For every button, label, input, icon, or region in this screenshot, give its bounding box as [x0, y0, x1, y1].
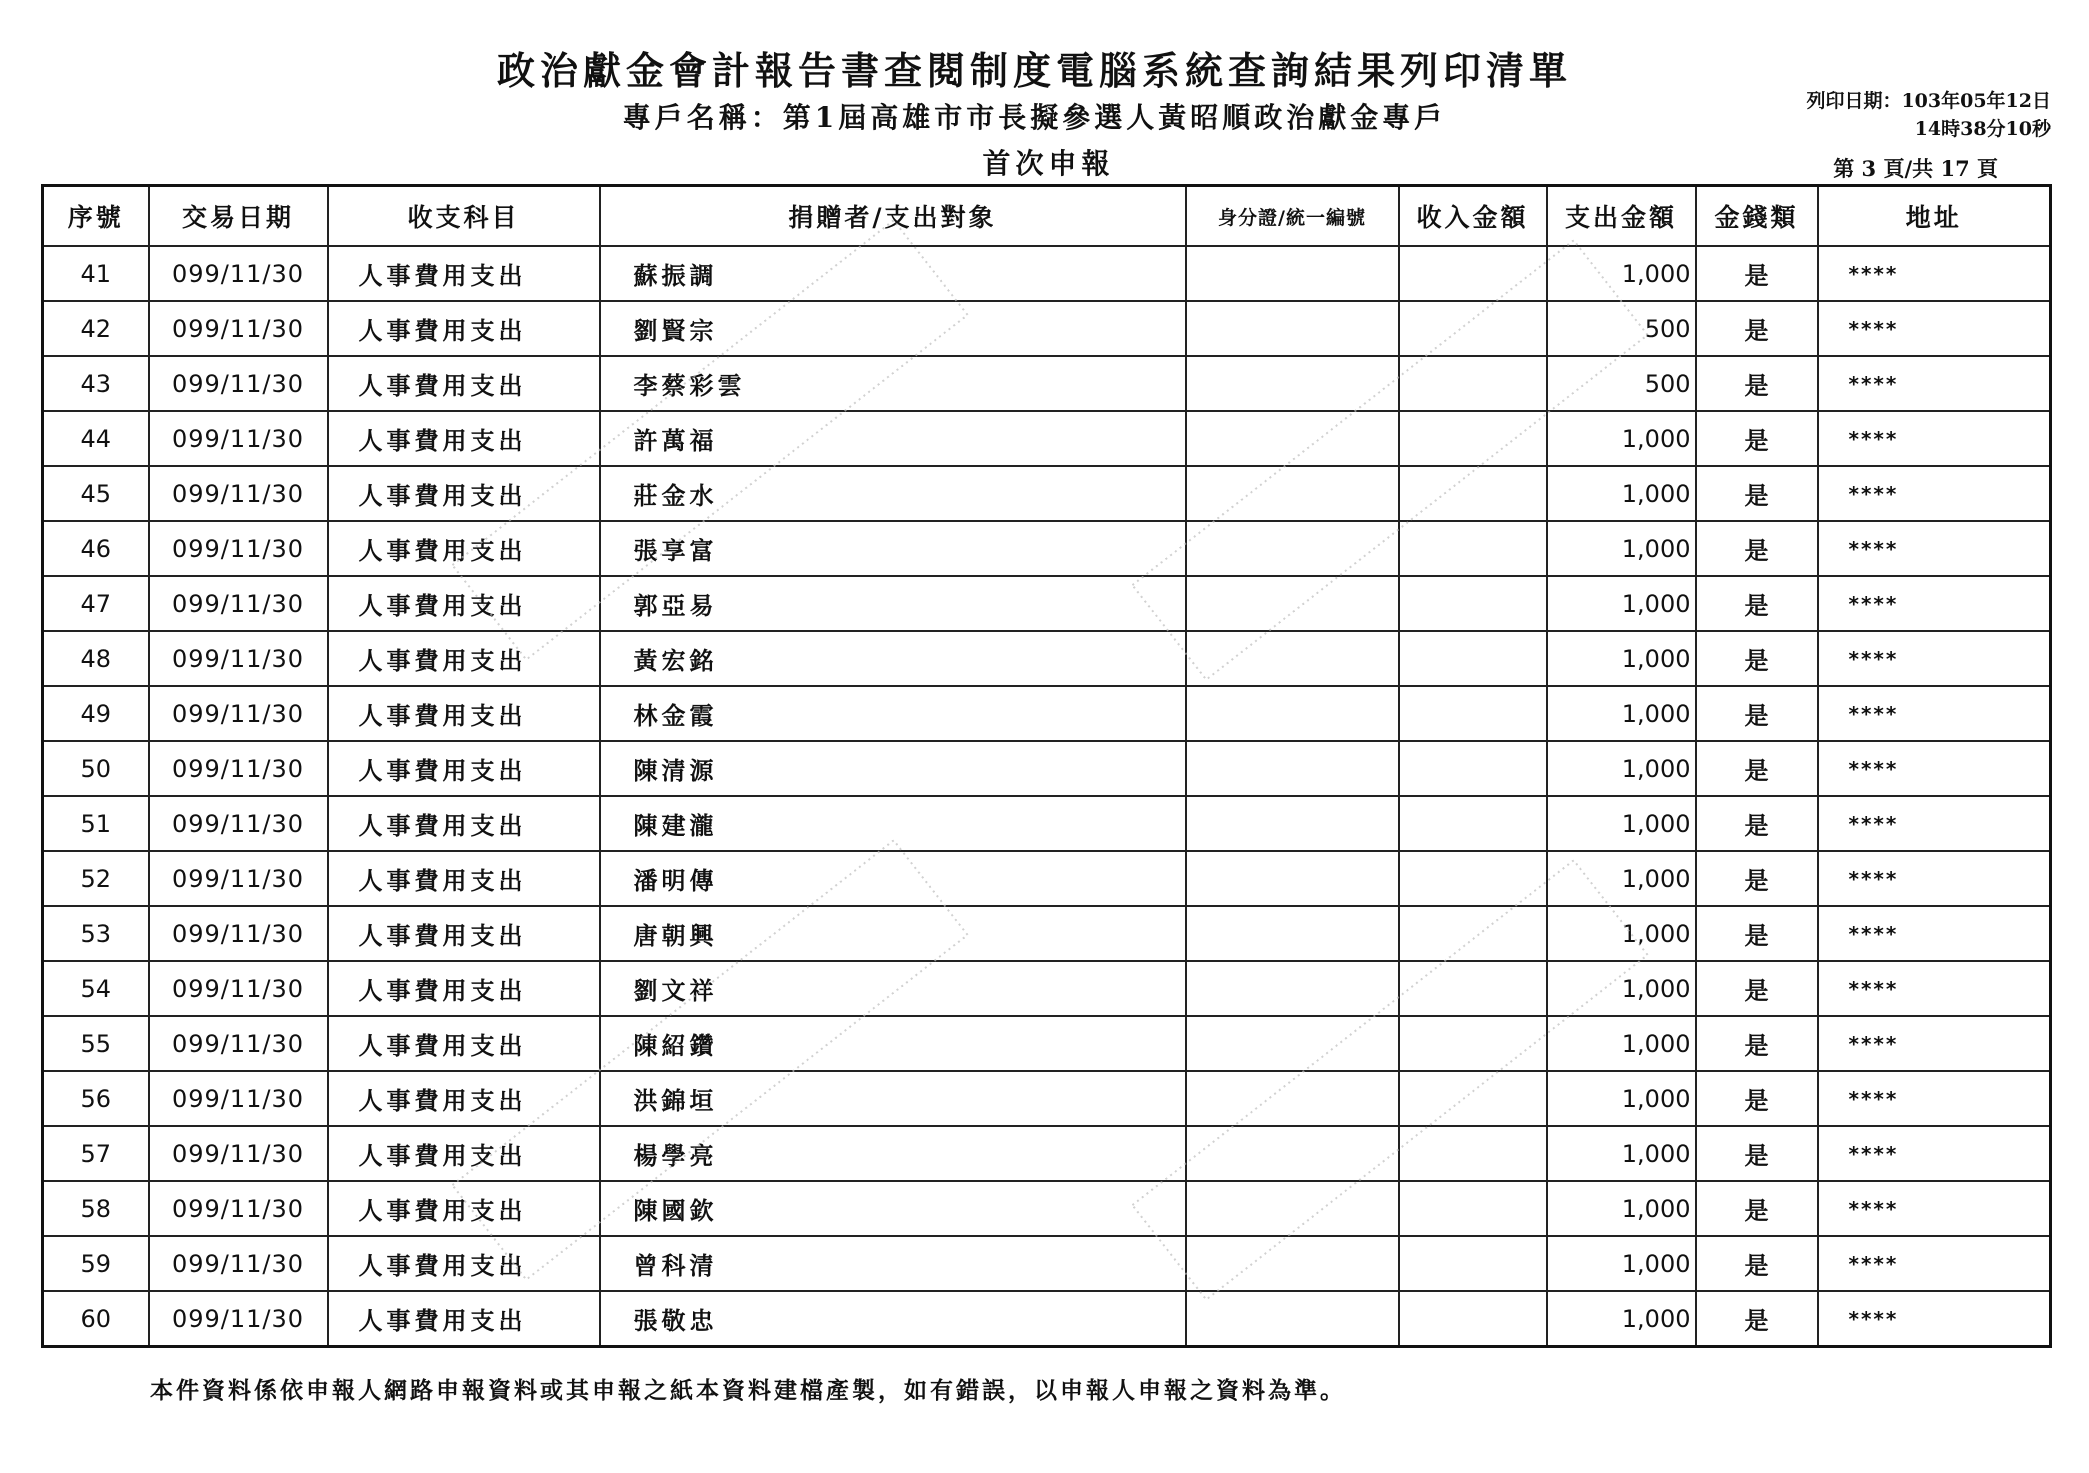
- cell-category: 人事費用支出: [328, 631, 600, 686]
- col-header-id: 身分證/統一編號: [1186, 186, 1399, 247]
- cell-cash: 是: [1696, 246, 1818, 301]
- cell-name: 曾科清: [600, 1236, 1186, 1291]
- cell-category: 人事費用支出: [328, 246, 600, 301]
- cell-id: [1186, 1291, 1399, 1347]
- cell-date: 099/11/30: [149, 851, 328, 906]
- page-number: 第 3 頁/共 17 頁: [1833, 156, 1998, 181]
- cell-name: 陳紹鑽: [600, 1016, 1186, 1071]
- cell-cash: 是: [1696, 1016, 1818, 1071]
- cell-expense: 1,000: [1547, 1291, 1696, 1347]
- footer-note: 本件資料係依申報人網路申報資料或其申報之紙本資料建檔產製，如有錯誤，以申報人申報之資料為準。: [150, 1377, 1346, 1404]
- cell-income: [1399, 961, 1547, 1016]
- cell-name: 劉賢宗: [600, 301, 1186, 356]
- cell-address: ****: [1818, 301, 2051, 356]
- cell-no: 53: [43, 906, 149, 961]
- cell-name: 蘇振調: [600, 246, 1186, 301]
- cell-category: 人事費用支出: [328, 1071, 600, 1126]
- cell-income: [1399, 1071, 1547, 1126]
- cell-no: 55: [43, 1016, 149, 1071]
- cell-income: [1399, 741, 1547, 796]
- cell-address: ****: [1818, 1016, 2051, 1071]
- cell-expense: 1,000: [1547, 851, 1696, 906]
- cell-expense: 1,000: [1547, 796, 1696, 851]
- table-row: [43, 466, 2051, 521]
- cell-no: 41: [43, 246, 149, 301]
- table-header: [43, 186, 2051, 247]
- cell-cash: 是: [1696, 576, 1818, 631]
- table-row: [43, 1071, 2051, 1126]
- cell-expense: 1,000: [1547, 906, 1696, 961]
- cell-id: [1186, 356, 1399, 411]
- cell-no: 54: [43, 961, 149, 1016]
- cell-no: 45: [43, 466, 149, 521]
- cell-name: 洪錦垣: [600, 1071, 1186, 1126]
- cell-income: [1399, 1181, 1547, 1236]
- cell-address: ****: [1818, 1236, 2051, 1291]
- cell-date: 099/11/30: [149, 246, 328, 301]
- cell-cash: 是: [1696, 796, 1818, 851]
- cell-income: [1399, 1236, 1547, 1291]
- cell-expense: 1,000: [1547, 961, 1696, 1016]
- cell-category: 人事費用支出: [328, 1181, 600, 1236]
- cell-date: 099/11/30: [149, 576, 328, 631]
- cell-category: 人事費用支出: [328, 741, 600, 796]
- cell-name: 陳清源: [600, 741, 1186, 796]
- cell-date: 099/11/30: [149, 741, 328, 796]
- table-row: [43, 301, 2051, 356]
- cell-category: 人事費用支出: [328, 796, 600, 851]
- cell-cash: 是: [1696, 906, 1818, 961]
- cell-name: 莊金水: [600, 466, 1186, 521]
- cell-cash: 是: [1696, 961, 1818, 1016]
- cell-address: ****: [1818, 1071, 2051, 1126]
- cell-no: 47: [43, 576, 149, 631]
- cell-id: [1186, 576, 1399, 631]
- table-row: [43, 1181, 2051, 1236]
- cell-name: 張敬忠: [600, 1291, 1186, 1347]
- cell-category: 人事費用支出: [328, 576, 600, 631]
- table-row: [43, 851, 2051, 906]
- cell-id: [1186, 301, 1399, 356]
- cell-date: 099/11/30: [149, 466, 328, 521]
- cell-name: 陳建瀧: [600, 796, 1186, 851]
- cell-expense: 1,000: [1547, 1126, 1696, 1181]
- cell-date: 099/11/30: [149, 796, 328, 851]
- cell-name: 郭亞易: [600, 576, 1186, 631]
- table-row: [43, 1126, 2051, 1181]
- cell-address: ****: [1818, 1291, 2051, 1347]
- cell-expense: 1,000: [1547, 576, 1696, 631]
- print-time: 14時38分10秒: [1914, 118, 2051, 140]
- table-row: [43, 961, 2051, 1016]
- col-header-date: 交易日期: [149, 186, 328, 247]
- cell-cash: 是: [1696, 1126, 1818, 1181]
- cell-address: ****: [1818, 961, 2051, 1016]
- col-header-category: 收支科目: [328, 186, 600, 247]
- cell-date: 099/11/30: [149, 521, 328, 576]
- table-body: [43, 246, 2051, 1347]
- cell-name: 楊學亮: [600, 1126, 1186, 1181]
- cell-no: 56: [43, 1071, 149, 1126]
- cell-address: ****: [1818, 741, 2051, 796]
- cell-address: ****: [1818, 576, 2051, 631]
- print-date: 列印日期：103年05年12日: [1806, 90, 2051, 112]
- cell-no: 50: [43, 741, 149, 796]
- cell-address: ****: [1818, 631, 2051, 686]
- cell-income: [1399, 1016, 1547, 1071]
- cell-id: [1186, 851, 1399, 906]
- cell-income: [1399, 246, 1547, 301]
- cell-income: [1399, 851, 1547, 906]
- cell-name: 劉文祥: [600, 961, 1186, 1016]
- cell-category: 人事費用支出: [328, 466, 600, 521]
- cell-no: 58: [43, 1181, 149, 1236]
- cell-cash: 是: [1696, 686, 1818, 741]
- cell-name: 張享富: [600, 521, 1186, 576]
- cell-no: 59: [43, 1236, 149, 1291]
- cell-date: 099/11/30: [149, 1126, 328, 1181]
- table-row: [43, 741, 2051, 796]
- cell-name: 唐朝興: [600, 906, 1186, 961]
- table-row: [43, 521, 2051, 576]
- col-header-cash: 金錢類: [1696, 186, 1818, 247]
- account-name: 專戶名稱：第1屆高雄市市長擬參選人黃昭順政治獻金專戶: [622, 101, 1447, 134]
- cell-no: 43: [43, 356, 149, 411]
- cell-category: 人事費用支出: [328, 961, 600, 1016]
- cell-id: [1186, 906, 1399, 961]
- cell-category: 人事費用支出: [328, 1291, 600, 1347]
- cell-address: ****: [1818, 356, 2051, 411]
- cell-cash: 是: [1696, 521, 1818, 576]
- cell-date: 099/11/30: [149, 1291, 328, 1347]
- cell-id: [1186, 1236, 1399, 1291]
- table-row: [43, 411, 2051, 466]
- cell-date: 099/11/30: [149, 1016, 328, 1071]
- cell-no: 51: [43, 796, 149, 851]
- cell-category: 人事費用支出: [328, 356, 600, 411]
- cell-date: 099/11/30: [149, 1236, 328, 1291]
- cell-cash: 是: [1696, 1071, 1818, 1126]
- cell-income: [1399, 906, 1547, 961]
- table-row: [43, 631, 2051, 686]
- table-row: [43, 686, 2051, 741]
- cell-income: [1399, 576, 1547, 631]
- cell-income: [1399, 686, 1547, 741]
- cell-name: 許萬福: [600, 411, 1186, 466]
- cell-name: 李蔡彩雲: [600, 356, 1186, 411]
- cell-date: 099/11/30: [149, 1071, 328, 1126]
- cell-id: [1186, 1126, 1399, 1181]
- cell-date: 099/11/30: [149, 686, 328, 741]
- cell-address: ****: [1818, 246, 2051, 301]
- cell-income: [1399, 411, 1547, 466]
- cell-id: [1186, 686, 1399, 741]
- cell-expense: 1,000: [1547, 411, 1696, 466]
- header-row: [43, 186, 2051, 247]
- table-row: [43, 1291, 2051, 1347]
- cell-category: 人事費用支出: [328, 1016, 600, 1071]
- report-type: 首次申報: [982, 147, 1115, 180]
- col-header-address: 地址: [1818, 186, 2051, 247]
- cell-no: 52: [43, 851, 149, 906]
- cell-expense: 1,000: [1547, 1016, 1696, 1071]
- cell-address: ****: [1818, 1181, 2051, 1236]
- cell-id: [1186, 741, 1399, 796]
- cell-cash: 是: [1696, 466, 1818, 521]
- cell-name: 林金霞: [600, 686, 1186, 741]
- cell-date: 099/11/30: [149, 1181, 328, 1236]
- cell-address: ****: [1818, 411, 2051, 466]
- cell-income: [1399, 796, 1547, 851]
- cell-expense: 1,000: [1547, 631, 1696, 686]
- cell-address: ****: [1818, 686, 2051, 741]
- cell-category: 人事費用支出: [328, 521, 600, 576]
- cell-income: [1399, 356, 1547, 411]
- cell-expense: 500: [1547, 301, 1696, 356]
- table-row: [43, 1016, 2051, 1071]
- cell-cash: 是: [1696, 301, 1818, 356]
- cell-address: ****: [1818, 851, 2051, 906]
- cell-category: 人事費用支出: [328, 906, 600, 961]
- col-header-name: 捐贈者/支出對象: [600, 186, 1186, 247]
- cell-cash: 是: [1696, 1291, 1818, 1347]
- table-row: [43, 576, 2051, 631]
- cell-cash: 是: [1696, 631, 1818, 686]
- cell-id: [1186, 521, 1399, 576]
- cell-income: [1399, 1291, 1547, 1347]
- cell-no: 48: [43, 631, 149, 686]
- cell-expense: 1,000: [1547, 466, 1696, 521]
- cell-address: ****: [1818, 1126, 2051, 1181]
- cell-no: 42: [43, 301, 149, 356]
- cell-id: [1186, 1071, 1399, 1126]
- cell-id: [1186, 1181, 1399, 1236]
- cell-cash: 是: [1696, 1181, 1818, 1236]
- cell-cash: 是: [1696, 411, 1818, 466]
- cell-id: [1186, 1016, 1399, 1071]
- cell-name: 陳國欽: [600, 1181, 1186, 1236]
- cell-id: [1186, 796, 1399, 851]
- cell-no: 49: [43, 686, 149, 741]
- cell-id: [1186, 961, 1399, 1016]
- cell-date: 099/11/30: [149, 356, 328, 411]
- cell-category: 人事費用支出: [328, 686, 600, 741]
- table-row: [43, 356, 2051, 411]
- cell-category: 人事費用支出: [328, 851, 600, 906]
- table-row: [43, 796, 2051, 851]
- cell-cash: 是: [1696, 356, 1818, 411]
- cell-category: 人事費用支出: [328, 1236, 600, 1291]
- cell-cash: 是: [1696, 741, 1818, 796]
- cell-expense: 1,000: [1547, 1181, 1696, 1236]
- col-header-income: 收入金額: [1399, 186, 1547, 247]
- cell-income: [1399, 521, 1547, 576]
- cell-date: 099/11/30: [149, 411, 328, 466]
- cell-expense: 500: [1547, 356, 1696, 411]
- cell-name: 潘明傳: [600, 851, 1186, 906]
- cell-date: 099/11/30: [149, 906, 328, 961]
- cell-expense: 1,000: [1547, 521, 1696, 576]
- cell-id: [1186, 466, 1399, 521]
- cell-income: [1399, 466, 1547, 521]
- cell-id: [1186, 246, 1399, 301]
- cell-no: 57: [43, 1126, 149, 1181]
- cell-expense: 1,000: [1547, 1071, 1696, 1126]
- cell-address: ****: [1818, 906, 2051, 961]
- cell-category: 人事費用支出: [328, 411, 600, 466]
- cell-id: [1186, 411, 1399, 466]
- cell-id: [1186, 631, 1399, 686]
- cell-income: [1399, 631, 1547, 686]
- cell-date: 099/11/30: [149, 631, 328, 686]
- cell-address: ****: [1818, 796, 2051, 851]
- cell-expense: 1,000: [1547, 686, 1696, 741]
- cell-category: 人事費用支出: [328, 1126, 600, 1181]
- cell-cash: 是: [1696, 1236, 1818, 1291]
- col-header-no: 序號: [43, 186, 149, 247]
- cell-name: 黃宏銘: [600, 631, 1186, 686]
- cell-expense: 1,000: [1547, 741, 1696, 796]
- cell-no: 46: [43, 521, 149, 576]
- col-header-expense: 支出金額: [1547, 186, 1696, 247]
- table-row: [43, 906, 2051, 961]
- cell-date: 099/11/30: [149, 961, 328, 1016]
- cell-expense: 1,000: [1547, 246, 1696, 301]
- records-table: [41, 184, 2052, 1348]
- cell-date: 099/11/30: [149, 301, 328, 356]
- cell-address: ****: [1818, 521, 2051, 576]
- cell-income: [1399, 301, 1547, 356]
- cell-no: 44: [43, 411, 149, 466]
- table-row: [43, 1236, 2051, 1291]
- cell-income: [1399, 1126, 1547, 1181]
- table-row: [43, 246, 2051, 301]
- report-title: 政治獻金會計報告書查閱制度電腦系統查詢結果列印清單: [496, 48, 1572, 93]
- cell-expense: 1,000: [1547, 1236, 1696, 1291]
- cell-no: 60: [43, 1291, 149, 1347]
- cell-category: 人事費用支出: [328, 301, 600, 356]
- cell-address: ****: [1818, 466, 2051, 521]
- cell-cash: 是: [1696, 851, 1818, 906]
